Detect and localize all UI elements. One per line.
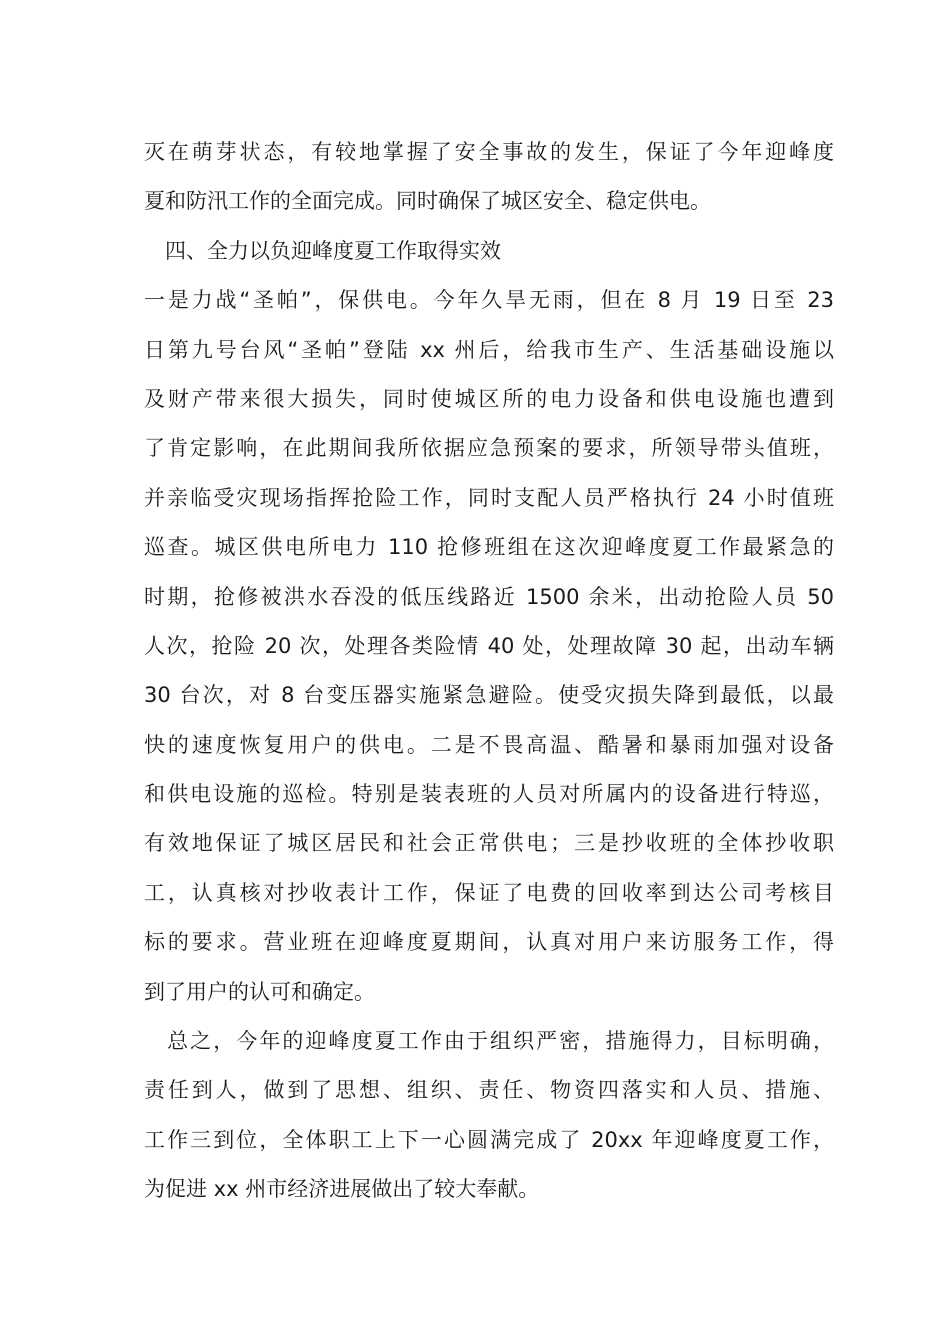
- text-line: 巡查。城区供电所电力 110 抢修班组在这次迎峰度夏工作最紧急的: [144, 535, 834, 560]
- text-line: 30 台次，对 8 台变压器实施紧急避险。使受灾损失降到最低，以最: [144, 683, 834, 708]
- paragraph-continuation: [144, 128, 834, 227]
- text-line: 快的速度恢复用户的供电。二是不畏高温、酷暑和暴雨加强对设备: [144, 732, 834, 757]
- text-line: 并亲临受灾现场指挥抢险工作，同时支配人员严格执行 24 小时值班: [144, 485, 834, 510]
- text-line: 和供电设施的巡检。特别是装表班的人员对所属内的设备进行特巡，: [144, 782, 834, 807]
- heading-line: 四、全力以负迎峰度夏工作取得实效: [144, 238, 501, 263]
- text-line: 日第九号台风“圣帕”登陆 xx 州后，给我市生产、生活基础设施以: [144, 337, 834, 362]
- text-line: 一是力战“圣帕”，保供电。今年久旱无雨，但在 8 月 19 日至 23: [144, 288, 834, 313]
- text-line: 为促进 xx 州市经济进展做出了较大奉献。: [144, 1177, 540, 1202]
- text-line: 有效地保证了城区居民和社会正常供电；三是抄收班的全体抄收职: [144, 831, 834, 856]
- text-line: 人次，抢险 20 次，处理各类险情 40 处，处理故障 30 起，出动车辆: [144, 633, 834, 658]
- section-heading: [144, 227, 834, 276]
- text-line: 了肯定影响，在此期间我所依据应急预案的要求，所领导带头值班，: [144, 436, 834, 461]
- text-line: 时期，抢修被洪水吞没的低压线路近 1500 余米，出动抢险人员 50: [144, 584, 834, 609]
- text-line: 工作三到位，全体职工上下一心圆满完成了 20xx 年迎峰度夏工作，: [144, 1127, 834, 1152]
- text-line: 责任到人，做到了思想、组织、责任、物资四落实和人员、措施、: [144, 1078, 834, 1103]
- text-line: 灭在萌芽状态，有较地掌握了安全事故的发生，保证了今年迎峰度: [144, 140, 834, 164]
- text-line: 工，认真核对抄收表计工作，保证了电费的回收率到达公司考核目: [144, 880, 834, 905]
- paragraph-summary: [144, 1017, 834, 1215]
- text-line: 到了用户的认可和确定。: [144, 979, 375, 1004]
- text-line: 夏和防汛工作的全面完成。同时确保了城区安全、稳定供电。: [144, 189, 711, 214]
- paragraph-main: [144, 276, 834, 1017]
- document-body: [144, 128, 834, 1215]
- text-line: 总之，今年的迎峰度夏工作由于组织严密，措施得力，目标明确，: [144, 1029, 834, 1054]
- text-line: 标的要求。营业班在迎峰度夏期间，认真对用户来访服务工作，得: [144, 930, 834, 955]
- text-line: 及财产带来很大损失，同时使城区所的电力设备和供电设施也遭到: [144, 386, 834, 411]
